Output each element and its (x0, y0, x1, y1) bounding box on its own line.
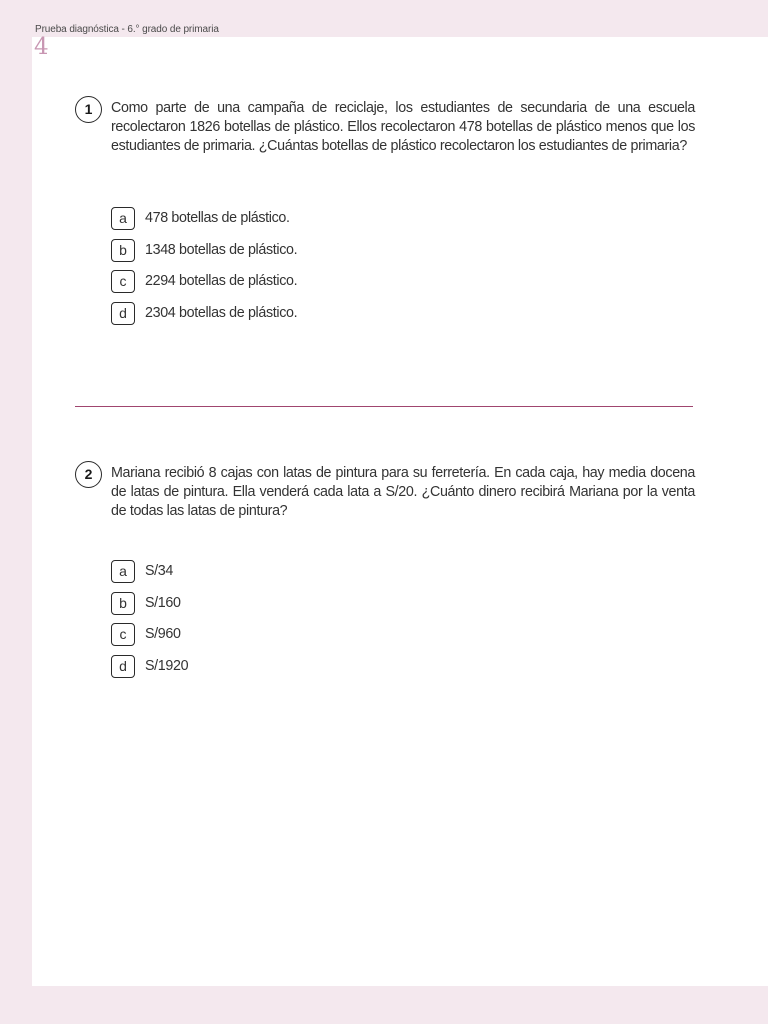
section-divider (75, 406, 693, 407)
question-text: Mariana recibió 8 cajas con latas de pintura para su ferretería. En cada caja, hay media docena de latas de pintura. Ella venderá cada lata a S/20. ¿Cuánto dinero recibirá Mariana por la venta de todas las latas de pintura? (111, 465, 695, 519)
option-letter-box[interactable]: d (111, 302, 135, 325)
answer-option-a[interactable] (111, 207, 297, 239)
option-text: S/960 (145, 626, 181, 642)
option-text: 1348 botellas de plástico. (145, 241, 298, 258)
answer-option-b[interactable] (111, 239, 297, 271)
question-number-badge: 1 (75, 96, 102, 123)
option-text: S/34 (145, 563, 174, 579)
option-letter-box[interactable]: a (111, 207, 135, 230)
option-letter-box[interactable]: b (111, 239, 135, 262)
page-number: 4 (34, 34, 49, 60)
answer-option-b[interactable] (111, 592, 188, 624)
question-number-badge: 2 (75, 461, 102, 488)
option-letter-box[interactable]: b (111, 592, 135, 615)
answer-options (111, 207, 297, 333)
answer-option-a[interactable] (111, 560, 188, 592)
answer-option-d[interactable] (111, 302, 297, 334)
option-letter-box[interactable]: c (111, 270, 135, 293)
running-header: Prueba diagnóstica - 6.° grado de primaria (35, 24, 219, 35)
option-letter-box[interactable]: a (111, 560, 135, 583)
option-text: 2304 botellas de plástico. (145, 304, 298, 321)
option-letter-box[interactable]: d (111, 655, 135, 678)
answer-option-d[interactable] (111, 655, 188, 687)
question-text: Como parte de una campaña de reciclaje, los estudiantes de secundaria de una escuela recolectaron 1826 botellas de plástico. Ellos recolectaron 478 botellas de plástico menos que los estudiantes de primaria. ¿Cuántas botellas de plástico recolectaron los estudiantes de primaria? (111, 100, 695, 154)
option-text: 478 botellas de plástico. (145, 210, 290, 226)
answer-option-c[interactable] (111, 623, 188, 655)
option-text: 2294 botellas de plástico. (145, 273, 298, 289)
option-text: S/1920 (145, 657, 189, 674)
answer-options (111, 560, 188, 686)
option-text: S/160 (145, 594, 181, 611)
answer-option-c[interactable] (111, 270, 297, 302)
option-letter-box[interactable]: c (111, 623, 135, 646)
